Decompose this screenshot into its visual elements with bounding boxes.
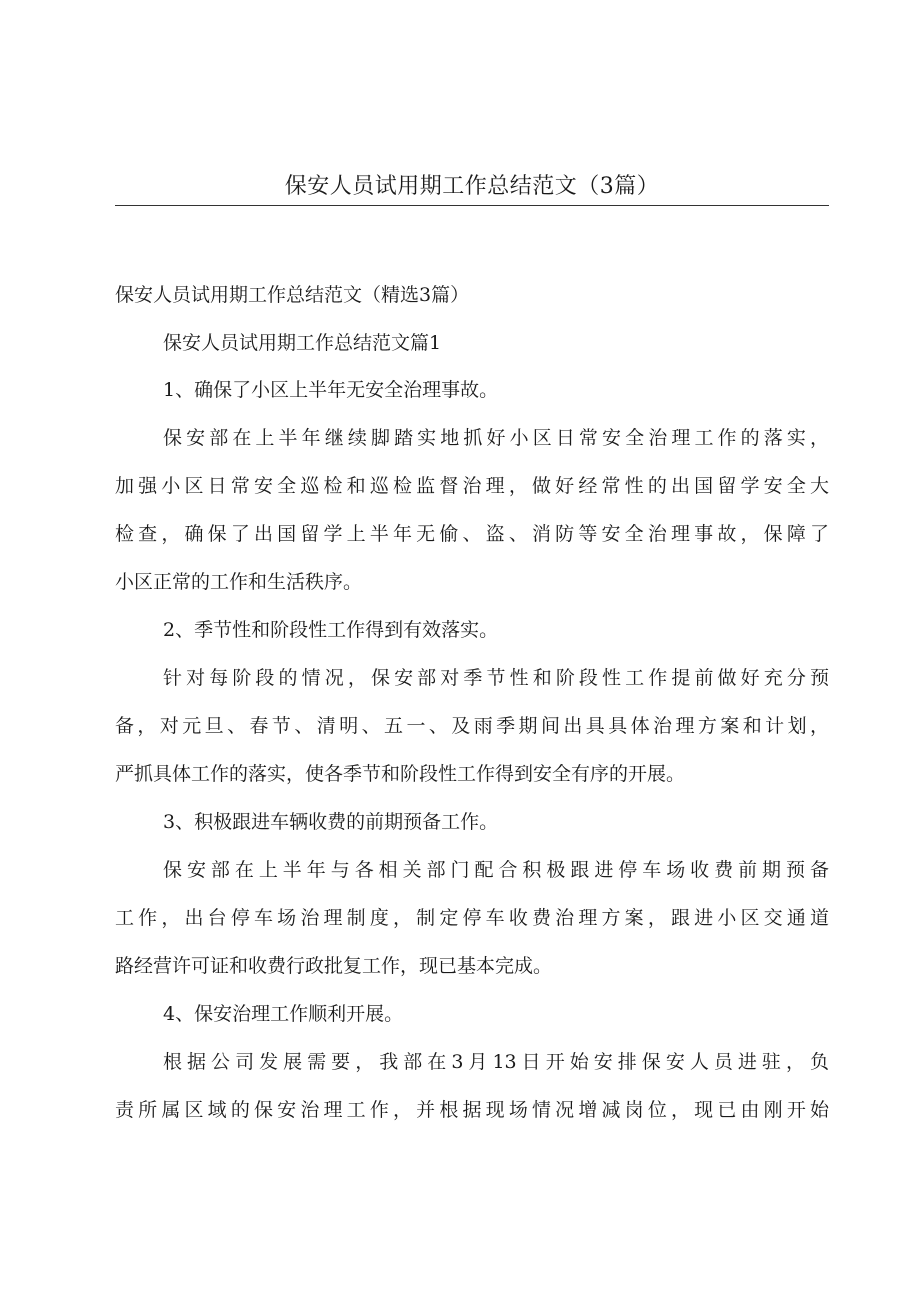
title-underline [115, 205, 829, 206]
item-heading: 1、确保了小区上半年无安全治理事故。 [163, 379, 499, 401]
paragraph-line: 保安部在上半年与各相关部门配合积极跟进停车场收费前期预备 [163, 859, 829, 881]
document-title: 保安人员试用期工作总结范文（3篇） [284, 174, 660, 199]
item-heading: 4、保安治理工作顺利开展。 [163, 1003, 404, 1025]
paragraph-line: 路经营许可证和收费行政批复工作，现已基本完成。 [115, 955, 553, 977]
paragraph-line: 责所属区域的保安治理工作，并根据现场情况增减岗位，现已由刚开始 [115, 1099, 829, 1121]
paragraph-line: 检查，确保了出国留学上半年无偷、盗、消防等安全治理事故，保障了 [115, 523, 829, 545]
item-heading: 2、季节性和阶段性工作得到有效落实。 [163, 619, 499, 641]
section-heading: 保安人员试用期工作总结范文篇1 [163, 332, 442, 354]
item-heading: 3、积极跟进车辆收费的前期预备工作。 [163, 811, 499, 833]
document-subtitle: 保安人员试用期工作总结范文（精选3篇） [115, 284, 470, 306]
paragraph-line: 保安部在上半年继续脚踏实地抓好小区日常安全治理工作的落实， [163, 427, 829, 449]
paragraph-line: 加强小区日常安全巡检和巡检监督治理，做好经常性的出国留学安全大 [115, 475, 829, 497]
paragraph-line: 备，对元旦、春节、清明、五一、及雨季期间出具具体治理方案和计划， [115, 715, 829, 737]
paragraph-line: 工作，出台停车场治理制度，制定停车收费治理方案，跟进小区交通道 [115, 907, 829, 929]
paragraph-line: 针对每阶段的情况，保安部对季节性和阶段性工作提前做好充分预 [163, 667, 829, 689]
paragraph-line: 严抓具体工作的落实，使各季节和阶段性工作得到安全有序的开展。 [115, 763, 686, 785]
paragraph-line: 根据公司发展需要，我部在3月13日开始安排保安人员进驻，负 [163, 1051, 829, 1073]
paragraph-line: 小区正常的工作和生活秩序。 [115, 571, 363, 593]
